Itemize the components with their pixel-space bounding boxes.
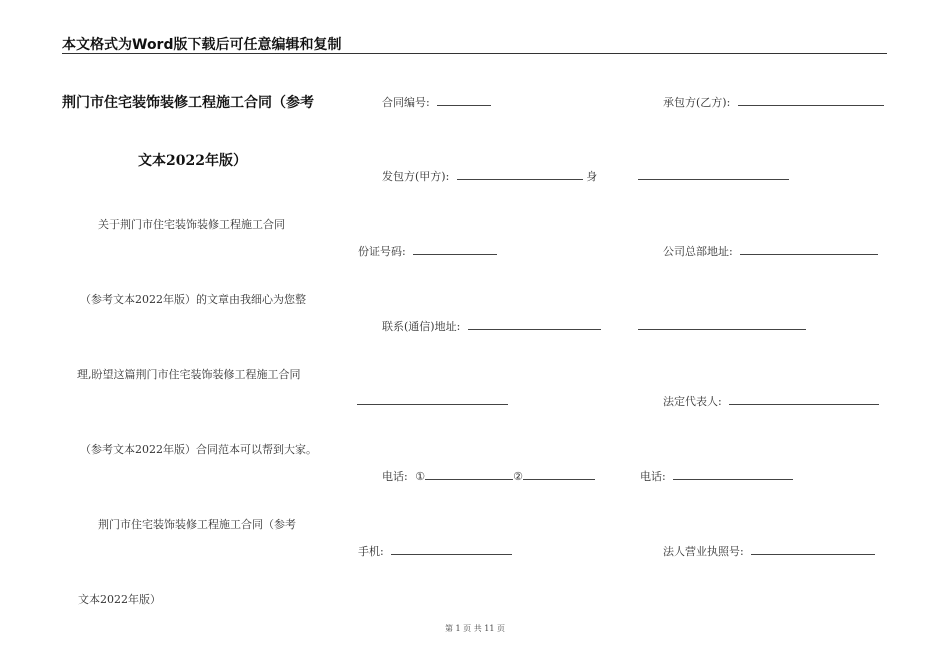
- document-header: 本文格式为Word版下载后可任意编辑和复制: [62, 37, 342, 53]
- phone-blank-3[interactable]: [673, 469, 793, 480]
- license-blank[interactable]: [751, 544, 875, 555]
- employer-blank[interactable]: [457, 169, 583, 180]
- contractor-label: 承包方(乙方):: [663, 96, 731, 109]
- contractor-field: [663, 94, 884, 110]
- contact-address-extra-blank[interactable]: [638, 329, 806, 330]
- contract-number-blank[interactable]: [437, 95, 491, 106]
- phone-field-1: [382, 468, 595, 484]
- contact-address-field: [382, 318, 601, 334]
- id-number-label: 份证号码:: [358, 245, 406, 258]
- legal-rep-field: [663, 393, 879, 409]
- phone-blank-2[interactable]: [523, 469, 595, 480]
- employer-label: 发包方(甲方):: [382, 170, 450, 183]
- id-number-blank[interactable]: [413, 244, 497, 255]
- hq-address-blank[interactable]: [740, 244, 878, 255]
- page-footer: 第 1 页 共 11 页: [445, 624, 505, 633]
- legal-rep-label: 法定代表人:: [663, 395, 722, 408]
- document-title-line1: 荆门市住宅装饰装修工程施工合同（参考: [62, 95, 314, 111]
- contract-number-label: 合同编号:: [382, 96, 430, 109]
- header-divider: [62, 53, 887, 54]
- mobile-blank[interactable]: [391, 544, 512, 555]
- id-prefix-char: 身: [586, 170, 598, 183]
- contract-number-field: [382, 94, 491, 110]
- circle-two-marker: ②: [513, 470, 523, 483]
- intro-text-line-4: （参考文本2022年版）合同范本可以帮到大家。: [80, 443, 317, 456]
- intro-text-line-6: 文本2022年版）: [78, 593, 161, 606]
- mobile-field: [358, 543, 512, 559]
- contact-address-label: 联系(通信)地址:: [382, 320, 461, 333]
- employer-extra-blank[interactable]: [638, 179, 789, 180]
- mobile-label: 手机:: [358, 545, 384, 558]
- phone-label-1: 电话:: [382, 470, 408, 483]
- license-label: 法人营业执照号:: [663, 545, 744, 558]
- phone-label-2: 电话:: [640, 470, 666, 483]
- intro-text-line-3: 理,盼望这篇荆门市住宅装饰装修工程施工合同: [77, 368, 301, 381]
- contractor-blank[interactable]: [738, 95, 884, 106]
- legal-rep-blank[interactable]: [729, 394, 879, 405]
- phone-blank-1[interactable]: [425, 469, 513, 480]
- circle-one-marker: ①: [415, 470, 426, 483]
- document-title-line2: 文本2022年版）: [138, 153, 247, 169]
- employer-field: [382, 168, 597, 184]
- intro-text-line-1: 关于荆门市住宅装饰装修工程施工合同: [98, 218, 285, 231]
- hq-address-field: [663, 243, 878, 259]
- id-number-field: [358, 243, 497, 259]
- hq-address-label: 公司总部地址:: [663, 245, 733, 258]
- intro-text-line-2: （参考文本2022年版）的文章由我细心为您整: [80, 293, 306, 306]
- phone-field-2: [640, 468, 793, 484]
- license-field: [663, 543, 875, 559]
- address-continuation-blank[interactable]: [357, 404, 508, 405]
- intro-text-line-5: 荆门市住宅装饰装修工程施工合同（参考: [98, 518, 296, 531]
- contact-address-blank[interactable]: [468, 319, 601, 330]
